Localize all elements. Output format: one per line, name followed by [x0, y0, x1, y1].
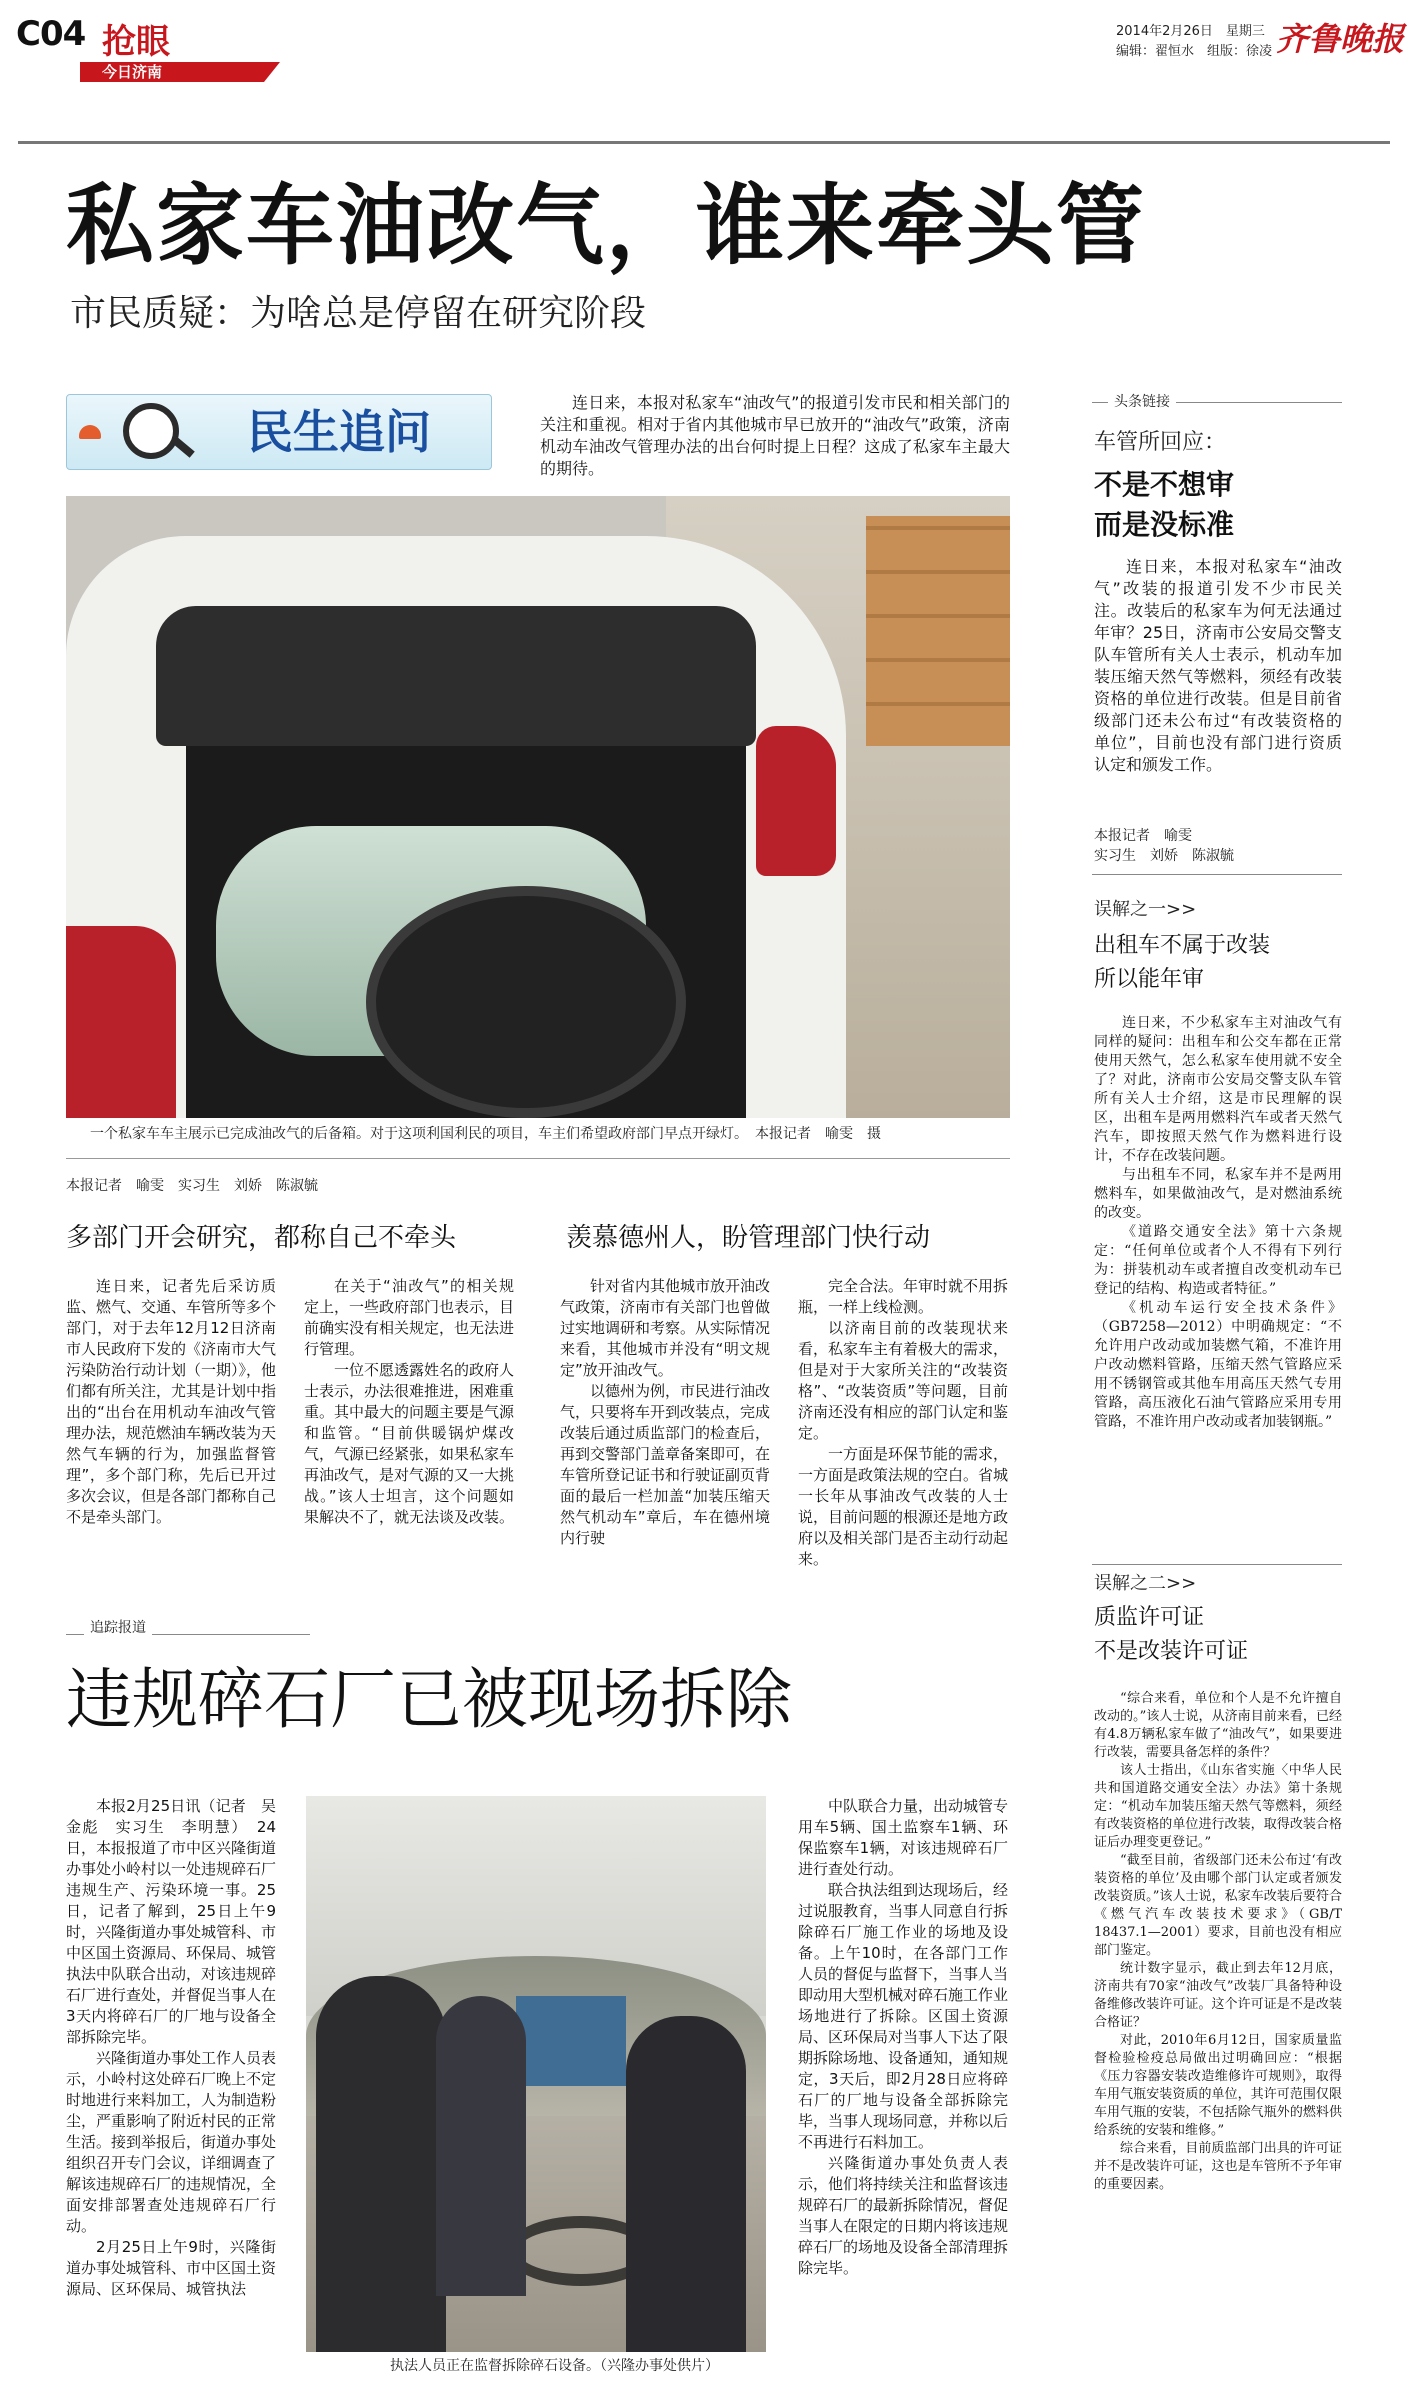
magnifier-handle — [171, 436, 195, 458]
second-col-1 — [66, 1796, 276, 2300]
sidebar-byline-2: 实习生 刘娇 陈淑毓 — [1094, 848, 1234, 864]
minsheng-badge — [66, 394, 492, 470]
misunderstanding-1-label: 误解之一>> — [1094, 899, 1197, 920]
mis1-para: 《道路交通安全法》第十六条规定：“任何单位或者个人不得有下列行为：拼装机动车或者擅自改变机动车已登记的结构、构造或者特征。” — [1094, 1224, 1342, 1297]
second-headline: 违规碎石厂已被现场拆除 — [66, 1661, 792, 1738]
demolition-photo — [306, 1796, 766, 2352]
mis2-para: 该人士指出，《山东省实施〈中华人民共和国道路交通安全法〉办法》第十条规定：“机动车加装压缩天然气等燃料，须经有改装资格的单位进行改装，取得改装合格证后办理变更登记。” — [1094, 1763, 1342, 1850]
sidebar-title-2: 而是没标准 — [1094, 508, 1235, 541]
misunderstanding-1-body — [1094, 1014, 1342, 1432]
subsection-label: 今日济南 — [102, 63, 163, 81]
caption-rule — [66, 1158, 1010, 1159]
misunderstanding-1-title-1: 出租车不属于改装 — [1094, 933, 1271, 958]
excavator — [516, 1996, 626, 2086]
main-col-4 — [798, 1276, 1008, 1570]
mis2-para: 对此，2010年6月12日，国家质量监督检验检疫总局做出过明确回应：“根据《压力容器安装改造维修许可规则》，取得车用气瓶安装资质的单位，其许可范围仅限车用气瓶的安装，不包括除气瓶外的燃料供给系统的安装和维修。” — [1094, 2033, 1342, 2138]
mis2-para: “综合来看，单位和个人是不允许擅自改动的。”该人士说，从济南目前来看，已经有4.8万辆私家车做了“油改气”，如果要进行改装，需要具备怎样的条件？ — [1094, 1691, 1342, 1760]
section-title: 抢眼 — [102, 22, 170, 62]
badge-text: 民生追问 — [247, 405, 431, 459]
col2-para: 在关于“油改气”的相关规定上，一些政府部门也表示，目前确实没有相关规定，也无法进行管理。 — [304, 1277, 515, 1358]
sidebar-intro — [1094, 556, 1342, 776]
col3-para: 以德州为例，市民进行油改气，只要将车开到改装点，完成改装后通过质监部门的检查后，再到交警部门盖章备案即可，在车管所登记证书和行驶证副页背面的最后一栏加盖“加装压缩天然气机动车”章后，车在德州境内行驶 — [560, 1382, 771, 1547]
tail-light-left — [66, 926, 176, 1118]
masthead-rule — [18, 141, 1390, 144]
second-col2-para: 中队联合力量，出动城管专用车5辆、国土监察车1辆、环保监察车1辆，对该违规碎石厂进行查处行动。 — [798, 1797, 1009, 1878]
second-col1-para: 本报2月25日讯（记者 吴金彪 实习生 李明慧） 24日，本报报道了市中区兴隆街道办事处小岭村以一处违规碎石厂违规生产、污染环境一事。25日，记者了解到，25日上午9时，兴隆街道办事处城管科、市中区国土资源局、环保局、城管执法中队联合出动，对该违规碎石厂进行查处，并督促当事人在3天内将碎石厂的厂地与设备全部拆除完毕。 — [66, 1797, 277, 2046]
page-code: C04 — [16, 14, 86, 54]
photo-caption: 一个私家车车主展示已完成油改气的后备箱。对于这项利国利民的项目，车主们希望政府部门早点开绿灯。 本报记者 喻雯 摄 — [90, 1126, 881, 1142]
main-byline: 本报记者 喻雯 实习生 刘娇 陈淑毓 — [66, 1178, 318, 1194]
main-col-3 — [560, 1276, 770, 1549]
boxes — [866, 516, 1010, 746]
second-col1-para: 兴隆街道办事处工作人员表示，小岭村这处碎石厂晚上不定时地进行来料加工，人为制造粉尘，严重影响了附近村民的正常生活。接到举报后，街道办事处组织召开专门会议，详细调查了解该违规碎石厂的违规情况，全面安排部署查处违规碎石厂行动。 — [66, 2049, 277, 2235]
mis1-para: 与出租车不同，私家车并不是两用燃料车，如果做油改气，是对燃油系统的改变。 — [1094, 1167, 1342, 1221]
main-subheadline: 市民质疑：为啥总是停留在研究阶段 — [70, 293, 647, 334]
sidebar-rule-1 — [1092, 874, 1342, 875]
misunderstanding-2-label: 误解之二>> — [1094, 1573, 1197, 1594]
second-col2-para: 兴隆街道办事处负责人表示，他们将持续关注和监督该违规碎石厂的最新拆除情况，督促当事人在限定的日期内将该违规碎石厂的场地及设备全部清理拆除完毕。 — [798, 2154, 1009, 2277]
official-2 — [436, 1996, 526, 2296]
sidebar-rule-2 — [1092, 1564, 1342, 1565]
col3-para: 针对省内其他城市放开油改气政策，济南市有关部门也曾做过实地调研和考察。从实际情况来看，其他城市并没有“明文规定”放开油改气。 — [560, 1277, 771, 1379]
main-headline: 私家车油改气，谁来牵头管 — [66, 174, 1147, 277]
editor-line: 编辑：翟恒水 组版：徐凌 — [1116, 44, 1273, 59]
mis2-para: “截至目前，省级部门还未公布过‘有改装资格的单位’及由哪个部门认定或者颁发改装资质。”该人士说，私家车改装后要符合《燃气汽车改装技术要求》（GB/T 18437.1—2001）要求，目前也没有相应部门鉴定。 — [1094, 1853, 1342, 1958]
magnifier-icon — [123, 403, 179, 459]
sidebar-kicker: 车管所回应： — [1094, 430, 1227, 455]
date-line: 2014年2月26日 星期三 — [1116, 24, 1265, 39]
mushroom-icon — [79, 425, 101, 439]
sidebar-tag: 头条链接 — [1108, 392, 1176, 412]
trunk-lid — [156, 606, 756, 746]
main-col-1 — [66, 1276, 276, 1528]
col4-para: 完全合法。年审时就不用拆瓶，一样上线检测。 — [798, 1277, 1009, 1316]
col1-para: 连日来，记者先后采访质监、燃气、交通、车管所等多个部门，对于去年12月12日济南市人民政府下发的《济南市大气污染防治行动计划（一期）》，他们都有所关注，尤其是计划中指出的“出台在用机动车油改气管理办法，规范燃油车辆改装为天然气车辆的行为，加强监督管理”，多个部门称，先后已开过多次会议，但是各部门都称自己不是牵头部门。 — [66, 1277, 277, 1526]
official-3 — [626, 2016, 746, 2352]
lead-paragraph — [540, 392, 1010, 480]
official-1 — [316, 1976, 446, 2352]
second-col2-para: 联合执法组到达现场后，经过说服教育，当事人同意自行拆除碎石厂施工作业的场地及设备。上午10时，在各部门工作人员的督促与监督下，当事人当即动用大型机械对碎石施工作业场地进行了拆除。区国土资源局、区环保局对当事人下达了限期拆除场地、设备通知，通知规定，3天后，即2月28日应将碎石厂的厂地与设备全部拆除完毕，当事人现场同意，并称以后不再进行石料加工。 — [798, 1881, 1009, 2151]
tracking-tag: 追踪报道 — [84, 1618, 152, 1638]
sidebar-intro-text: 连日来，本报对私家车“油改气”改装的报道引发不少市民关注。改装后的私家车为何无法通过年审？25日，济南市公安局交警支队车管所有关人士表示，机动车加装压缩天然气等燃料，须经有改装资格的单位进行改装。但是目前省级部门还未公布过“有改装资格的单位”，目前也没有部门进行资质认定和颁发工作。 — [1094, 557, 1342, 774]
main-col-2 — [304, 1276, 514, 1528]
misunderstanding-2-body — [1094, 1690, 1342, 2194]
sub2-title: 羡慕德州人，盼管理部门快行动 — [566, 1223, 931, 1253]
misunderstanding-1-title-2: 所以能年审 — [1094, 967, 1205, 992]
sidebar-byline-1: 本报记者 喻雯 — [1094, 828, 1192, 844]
mis2-para: 统计数字显示，截止到去年12月底，济南共有70家“油改气”改装厂具备特种设备维修改装许可证。这个许可证是不是改装合格证？ — [1094, 1961, 1342, 2030]
misunderstanding-2-title-1: 质监许可证 — [1094, 1605, 1205, 1630]
sub1-title: 多部门开会研究，都称自己不牵头 — [66, 1223, 457, 1253]
mis1-para: 《机动车运行安全技术条件》（GB7258—2012）中明确规定：“不允许用户改动或加装燃气箱，不准许用户改动燃料管路，压缩天然气管路应采用不锈钢管或其他车用高压天然气专用管路，高压液化石油气管路应采用专用管路，不准许用户改动或者加装钢瓶。” — [1094, 1300, 1342, 1430]
masthead — [0, 0, 1409, 90]
col4-para: 以济南目前的改装现状来看，私家车主有着极大的需求，但是对于大家所关注的“改装资格”、“改装资质”等问题，目前济南还没有相应的部门认定和鉴定。 — [798, 1319, 1009, 1442]
mis1-para: 连日来，不少私家车主对油改气有同样的疑问：出租车和公交车都在正常使用天然气，怎么私家车使用就不安全了？对此，济南市公安局交警支队车管所有关人士介绍，这是市民理解的误区，出租车是两用燃料汽车或者天然气汽车，即按照天然气作为燃料进行设计，不存在改装问题。 — [1094, 1015, 1342, 1164]
spare-tire — [366, 886, 686, 1118]
trunk-photo — [66, 496, 1010, 1118]
col4-para: 一方面是环保节能的需求，一方面是政策法规的空白。省城一长年从事油改气改装的人士说，目前问题的根源还是地方政府以及相关部门是否主动行动起来。 — [798, 1445, 1009, 1568]
col2-para: 一位不愿透露姓名的政府人士表示，办法很难推进，困难重重。其中最大的问题主要是气源和监管。“目前供暖锅炉煤改气，气源已经紧张，如果私家车再油改气，是对气源的又一大挑战。”该人士坦言，这个问题如果解决不了，就无法谈及改装。 — [304, 1361, 515, 1526]
sidebar-title-1: 不是不想审 — [1094, 468, 1235, 501]
mis2-para: 综合来看，目前质监部门出具的许可证并不是改装许可证，这也是车管所不予年审的重要因素。 — [1094, 2141, 1342, 2192]
second-col-2 — [798, 1796, 1008, 2279]
lead-text: 连日来，本报对私家车“油改气”的报道引发市民和相关部门的关注和重视。相对于省内其他城市早已放开的“油改气”政策，济南机动车油改气管理办法的出台何时提上日程？这成了私家车主最大的期待。 — [540, 393, 1010, 478]
tail-light-right — [756, 726, 836, 876]
misunderstanding-2-title-2: 不是改装许可证 — [1094, 1639, 1249, 1664]
second-photo-caption: 执法人员正在监督拆除碎石设备。（兴隆办事处供片） — [390, 2358, 719, 2374]
paper-logo: 齐鲁晚报 — [1276, 20, 1405, 58]
second-col1-para: 2月25日上午9时，兴隆街道办事处城管科、市中区国土资源局、区环保局、城管执法 — [66, 2238, 277, 2298]
